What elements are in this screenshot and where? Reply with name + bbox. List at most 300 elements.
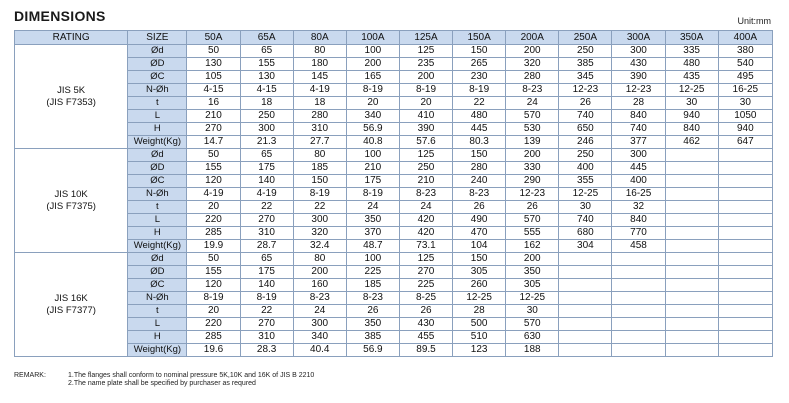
row-label: N-Øh xyxy=(128,84,187,97)
value-cell: 4-19 xyxy=(240,188,293,201)
value-cell: 19.6 xyxy=(187,344,240,357)
value-cell: 14.7 xyxy=(187,136,240,149)
table-row xyxy=(15,84,773,97)
empty-cell xyxy=(665,227,718,240)
value-cell: 12-25 xyxy=(453,292,506,305)
value-cell: 445 xyxy=(453,123,506,136)
value-cell: 21.3 xyxy=(240,136,293,149)
value-cell: 80 xyxy=(293,149,346,162)
value-cell: 650 xyxy=(559,123,612,136)
rating-name: JIS 16K xyxy=(54,292,88,304)
empty-cell xyxy=(718,162,772,175)
value-cell: 139 xyxy=(506,136,559,149)
value-cell: 20 xyxy=(346,97,399,110)
size-150a-header: 150A xyxy=(453,31,506,45)
value-cell: 940 xyxy=(718,123,772,136)
table-row xyxy=(15,292,773,305)
value-cell: 50 xyxy=(187,149,240,162)
value-cell: 280 xyxy=(293,110,346,123)
empty-cell xyxy=(559,266,612,279)
value-cell: 19.9 xyxy=(187,240,240,253)
value-cell: 445 xyxy=(612,162,665,175)
value-cell: 125 xyxy=(399,253,452,266)
empty-cell xyxy=(718,149,772,162)
value-cell: 480 xyxy=(453,110,506,123)
value-cell: 30 xyxy=(665,97,718,110)
table-row xyxy=(15,201,773,214)
value-cell: 270 xyxy=(240,318,293,331)
value-cell: 377 xyxy=(612,136,665,149)
value-cell: 500 xyxy=(453,318,506,331)
value-cell: 200 xyxy=(506,149,559,162)
value-cell: 210 xyxy=(399,175,452,188)
size-350a-header: 350A xyxy=(665,31,718,45)
value-cell: 28 xyxy=(612,97,665,110)
value-cell: 495 xyxy=(718,71,772,84)
value-cell: 840 xyxy=(665,123,718,136)
empty-cell xyxy=(559,279,612,292)
empty-cell xyxy=(718,240,772,253)
value-cell: 8-23 xyxy=(346,292,399,305)
table-row xyxy=(15,71,773,84)
value-cell: 100 xyxy=(346,149,399,162)
row-label: Ød xyxy=(128,45,187,58)
empty-cell xyxy=(665,253,718,266)
value-cell: 210 xyxy=(187,110,240,123)
value-cell: 570 xyxy=(506,110,559,123)
empty-cell xyxy=(612,279,665,292)
row-label: L xyxy=(128,214,187,227)
value-cell: 300 xyxy=(240,123,293,136)
value-cell: 455 xyxy=(399,331,452,344)
value-cell: 380 xyxy=(718,45,772,58)
row-label: ØC xyxy=(128,279,187,292)
value-cell: 390 xyxy=(399,123,452,136)
value-cell: 28 xyxy=(453,305,506,318)
empty-cell xyxy=(718,279,772,292)
value-cell: 250 xyxy=(399,162,452,175)
value-cell: 50 xyxy=(187,253,240,266)
value-cell: 225 xyxy=(346,266,399,279)
empty-cell xyxy=(718,292,772,305)
value-cell: 462 xyxy=(665,136,718,149)
value-cell: 32 xyxy=(612,201,665,214)
size-100a-header: 100A xyxy=(346,31,399,45)
value-cell: 310 xyxy=(240,227,293,240)
value-cell: 20 xyxy=(187,201,240,214)
value-cell: 40.8 xyxy=(346,136,399,149)
value-cell: 385 xyxy=(559,58,612,71)
value-cell: 40.4 xyxy=(293,344,346,357)
value-cell: 26 xyxy=(399,305,452,318)
empty-cell xyxy=(559,331,612,344)
row-label: ØD xyxy=(128,162,187,175)
value-cell: 458 xyxy=(612,240,665,253)
value-cell: 4-15 xyxy=(187,84,240,97)
value-cell: 89.5 xyxy=(399,344,452,357)
value-cell: 290 xyxy=(506,175,559,188)
value-cell: 155 xyxy=(187,162,240,175)
table-row xyxy=(15,279,773,292)
empty-cell xyxy=(612,331,665,344)
value-cell: 100 xyxy=(346,253,399,266)
size-65a-header: 65A xyxy=(240,31,293,45)
value-cell: 940 xyxy=(665,110,718,123)
value-cell: 24 xyxy=(346,201,399,214)
table-row xyxy=(15,188,773,201)
value-cell: 370 xyxy=(346,227,399,240)
row-label: ØD xyxy=(128,266,187,279)
empty-cell xyxy=(559,344,612,357)
value-cell: 104 xyxy=(453,240,506,253)
empty-cell xyxy=(559,318,612,331)
value-cell: 410 xyxy=(399,110,452,123)
value-cell: 26 xyxy=(559,97,612,110)
value-cell: 530 xyxy=(506,123,559,136)
value-cell: 56.9 xyxy=(346,344,399,357)
value-cell: 48.7 xyxy=(346,240,399,253)
value-cell: 570 xyxy=(506,318,559,331)
row-label: Ød xyxy=(128,253,187,266)
value-cell: 265 xyxy=(453,58,506,71)
size-300a-header: 300A xyxy=(612,31,665,45)
value-cell: 80 xyxy=(293,45,346,58)
value-cell: 12-25 xyxy=(506,292,559,305)
value-cell: 250 xyxy=(559,45,612,58)
value-cell: 430 xyxy=(399,318,452,331)
value-cell: 310 xyxy=(293,123,346,136)
size-400a-header: 400A xyxy=(718,31,772,45)
value-cell: 250 xyxy=(240,110,293,123)
value-cell: 250 xyxy=(559,149,612,162)
empty-cell xyxy=(718,175,772,188)
value-cell: 8-19 xyxy=(240,292,293,305)
value-cell: 65 xyxy=(240,253,293,266)
value-cell: 155 xyxy=(187,266,240,279)
value-cell: 210 xyxy=(346,162,399,175)
value-cell: 22 xyxy=(293,201,346,214)
empty-cell xyxy=(612,344,665,357)
value-cell: 300 xyxy=(293,318,346,331)
value-cell: 12-23 xyxy=(559,84,612,97)
value-cell: 4-19 xyxy=(293,84,346,97)
value-cell: 80 xyxy=(293,253,346,266)
table-row xyxy=(15,149,773,162)
empty-cell xyxy=(718,318,772,331)
value-cell: 740 xyxy=(559,214,612,227)
rating-name: JIS 10K xyxy=(54,188,88,200)
value-cell: 4-19 xyxy=(187,188,240,201)
value-cell: 420 xyxy=(399,227,452,240)
value-cell: 12-25 xyxy=(559,188,612,201)
value-cell: 840 xyxy=(612,110,665,123)
value-cell: 200 xyxy=(346,58,399,71)
unit-label: Unit:mm xyxy=(737,16,771,26)
empty-cell xyxy=(665,318,718,331)
value-cell: 305 xyxy=(453,266,506,279)
value-cell: 240 xyxy=(453,175,506,188)
value-cell: 50 xyxy=(187,45,240,58)
value-cell: 400 xyxy=(559,162,612,175)
remark-label: REMARK: xyxy=(14,372,46,379)
value-cell: 340 xyxy=(346,110,399,123)
header-row xyxy=(15,31,773,45)
value-cell: 57.6 xyxy=(399,136,452,149)
value-cell: 100 xyxy=(346,45,399,58)
value-cell: 270 xyxy=(187,123,240,136)
value-cell: 8-23 xyxy=(399,188,452,201)
value-cell: 150 xyxy=(453,45,506,58)
value-cell: 555 xyxy=(506,227,559,240)
value-cell: 24 xyxy=(506,97,559,110)
row-label: H xyxy=(128,227,187,240)
value-cell: 310 xyxy=(240,331,293,344)
table-row xyxy=(15,266,773,279)
value-cell: 8-19 xyxy=(453,84,506,97)
table-row xyxy=(15,110,773,123)
empty-cell xyxy=(665,149,718,162)
value-cell: 188 xyxy=(506,344,559,357)
empty-cell xyxy=(665,201,718,214)
value-cell: 65 xyxy=(240,45,293,58)
remark-note: 2.The name plate shall be specified by purchaser as requred xyxy=(68,380,256,387)
value-cell: 140 xyxy=(240,279,293,292)
value-cell: 8-23 xyxy=(506,84,559,97)
table-row xyxy=(15,227,773,240)
value-cell: 200 xyxy=(399,71,452,84)
value-cell: 105 xyxy=(187,71,240,84)
value-cell: 270 xyxy=(240,214,293,227)
value-cell: 200 xyxy=(506,253,559,266)
value-cell: 647 xyxy=(718,136,772,149)
value-cell: 175 xyxy=(346,175,399,188)
empty-cell xyxy=(665,240,718,253)
value-cell: 8-25 xyxy=(399,292,452,305)
row-label: ØC xyxy=(128,175,187,188)
value-cell: 490 xyxy=(453,214,506,227)
size-80a-header: 80A xyxy=(293,31,346,45)
empty-cell xyxy=(718,188,772,201)
value-cell: 285 xyxy=(187,331,240,344)
table-row xyxy=(15,305,773,318)
value-cell: 280 xyxy=(506,71,559,84)
table-row xyxy=(15,214,773,227)
value-cell: 8-23 xyxy=(293,292,346,305)
value-cell: 285 xyxy=(187,227,240,240)
row-label: Weight(Kg) xyxy=(128,136,187,149)
value-cell: 120 xyxy=(187,279,240,292)
table-row xyxy=(15,58,773,71)
value-cell: 400 xyxy=(612,175,665,188)
value-cell: 230 xyxy=(453,71,506,84)
value-cell: 160 xyxy=(293,279,346,292)
value-cell: 12-25 xyxy=(665,84,718,97)
row-label: Ød xyxy=(128,149,187,162)
value-cell: 20 xyxy=(399,97,452,110)
value-cell: 185 xyxy=(346,279,399,292)
value-cell: 300 xyxy=(612,45,665,58)
value-cell: 260 xyxy=(453,279,506,292)
value-cell: 300 xyxy=(612,149,665,162)
value-cell: 26 xyxy=(453,201,506,214)
table-row xyxy=(15,240,773,253)
empty-cell xyxy=(665,331,718,344)
rating-cell xyxy=(15,149,128,253)
value-cell: 73.1 xyxy=(399,240,452,253)
size-header: SIZE xyxy=(128,31,187,45)
value-cell: 480 xyxy=(665,58,718,71)
value-cell: 16-25 xyxy=(718,84,772,97)
size-50a-header: 50A xyxy=(187,31,240,45)
value-cell: 24 xyxy=(293,305,346,318)
value-cell: 28.3 xyxy=(240,344,293,357)
rating-name: JIS 5K xyxy=(57,84,86,96)
empty-cell xyxy=(665,162,718,175)
value-cell: 220 xyxy=(187,318,240,331)
value-cell: 8-19 xyxy=(293,188,346,201)
row-label: L xyxy=(128,110,187,123)
value-cell: 540 xyxy=(718,58,772,71)
value-cell: 30 xyxy=(559,201,612,214)
size-250a-header: 250A xyxy=(559,31,612,45)
value-cell: 130 xyxy=(240,71,293,84)
value-cell: 130 xyxy=(187,58,240,71)
page-title: DIMENSIONS xyxy=(14,8,106,24)
rating-standard: (JIS F7375) xyxy=(46,200,96,212)
value-cell: 175 xyxy=(240,162,293,175)
empty-cell xyxy=(612,292,665,305)
value-cell: 123 xyxy=(453,344,506,357)
value-cell: 770 xyxy=(612,227,665,240)
value-cell: 28.7 xyxy=(240,240,293,253)
value-cell: 22 xyxy=(240,305,293,318)
value-cell: 80.3 xyxy=(453,136,506,149)
value-cell: 150 xyxy=(453,253,506,266)
table-row xyxy=(15,97,773,110)
value-cell: 185 xyxy=(293,162,346,175)
value-cell: 12-23 xyxy=(506,188,559,201)
value-cell: 335 xyxy=(665,45,718,58)
empty-cell xyxy=(718,214,772,227)
value-cell: 20 xyxy=(187,305,240,318)
value-cell: 180 xyxy=(293,58,346,71)
value-cell: 30 xyxy=(506,305,559,318)
value-cell: 24 xyxy=(399,201,452,214)
table-row xyxy=(15,136,773,149)
remark-notes xyxy=(68,372,468,388)
value-cell: 145 xyxy=(293,71,346,84)
empty-cell xyxy=(665,305,718,318)
value-cell: 120 xyxy=(187,175,240,188)
value-cell: 430 xyxy=(612,58,665,71)
empty-cell xyxy=(718,344,772,357)
table-row xyxy=(15,318,773,331)
value-cell: 16 xyxy=(187,97,240,110)
value-cell: 200 xyxy=(506,45,559,58)
value-cell: 320 xyxy=(293,227,346,240)
value-cell: 12-23 xyxy=(612,84,665,97)
value-cell: 162 xyxy=(506,240,559,253)
row-label: L xyxy=(128,318,187,331)
rating-header: RATING xyxy=(15,31,128,45)
value-cell: 740 xyxy=(559,110,612,123)
value-cell: 350 xyxy=(506,266,559,279)
row-label: N-Øh xyxy=(128,188,187,201)
value-cell: 304 xyxy=(559,240,612,253)
row-label: ØC xyxy=(128,71,187,84)
value-cell: 32.4 xyxy=(293,240,346,253)
row-label: Weight(Kg) xyxy=(128,240,187,253)
value-cell: 225 xyxy=(399,279,452,292)
value-cell: 385 xyxy=(346,331,399,344)
value-cell: 26 xyxy=(346,305,399,318)
empty-cell xyxy=(612,305,665,318)
value-cell: 165 xyxy=(346,71,399,84)
value-cell: 350 xyxy=(346,214,399,227)
rating-standard: (JIS F7353) xyxy=(46,96,96,108)
value-cell: 220 xyxy=(187,214,240,227)
value-cell: 420 xyxy=(399,214,452,227)
rating-standard: (JIS F7377) xyxy=(46,304,96,316)
table-row xyxy=(15,175,773,188)
empty-cell xyxy=(665,344,718,357)
row-label: t xyxy=(128,97,187,110)
empty-cell xyxy=(718,227,772,240)
value-cell: 340 xyxy=(293,331,346,344)
row-label: Weight(Kg) xyxy=(128,344,187,357)
value-cell: 27.7 xyxy=(293,136,346,149)
empty-cell xyxy=(665,188,718,201)
empty-cell xyxy=(559,292,612,305)
value-cell: 355 xyxy=(559,175,612,188)
value-cell: 150 xyxy=(453,149,506,162)
value-cell: 570 xyxy=(506,214,559,227)
empty-cell xyxy=(612,266,665,279)
row-label: t xyxy=(128,201,187,214)
empty-cell xyxy=(665,214,718,227)
table-row xyxy=(15,162,773,175)
rating-cell xyxy=(15,45,128,149)
value-cell: 510 xyxy=(453,331,506,344)
empty-cell xyxy=(665,292,718,305)
value-cell: 150 xyxy=(293,175,346,188)
value-cell: 435 xyxy=(665,71,718,84)
value-cell: 320 xyxy=(506,58,559,71)
value-cell: 330 xyxy=(506,162,559,175)
empty-cell xyxy=(718,331,772,344)
table-body xyxy=(15,45,773,357)
row-label: N-Øh xyxy=(128,292,187,305)
value-cell: 22 xyxy=(453,97,506,110)
empty-cell xyxy=(718,305,772,318)
value-cell: 246 xyxy=(559,136,612,149)
value-cell: 740 xyxy=(612,123,665,136)
value-cell: 345 xyxy=(559,71,612,84)
value-cell: 8-23 xyxy=(453,188,506,201)
value-cell: 155 xyxy=(240,58,293,71)
size-125a-header: 125A xyxy=(399,31,452,45)
value-cell: 350 xyxy=(346,318,399,331)
empty-cell xyxy=(718,201,772,214)
value-cell: 470 xyxy=(453,227,506,240)
value-cell: 235 xyxy=(399,58,452,71)
value-cell: 1050 xyxy=(718,110,772,123)
value-cell: 18 xyxy=(240,97,293,110)
value-cell: 8-19 xyxy=(399,84,452,97)
empty-cell xyxy=(665,175,718,188)
rating-cell xyxy=(15,253,128,357)
remark-note: 1.The flanges shall conform to nominal pressure 5K,10K and 16K of JIS B 2210 xyxy=(68,372,315,379)
